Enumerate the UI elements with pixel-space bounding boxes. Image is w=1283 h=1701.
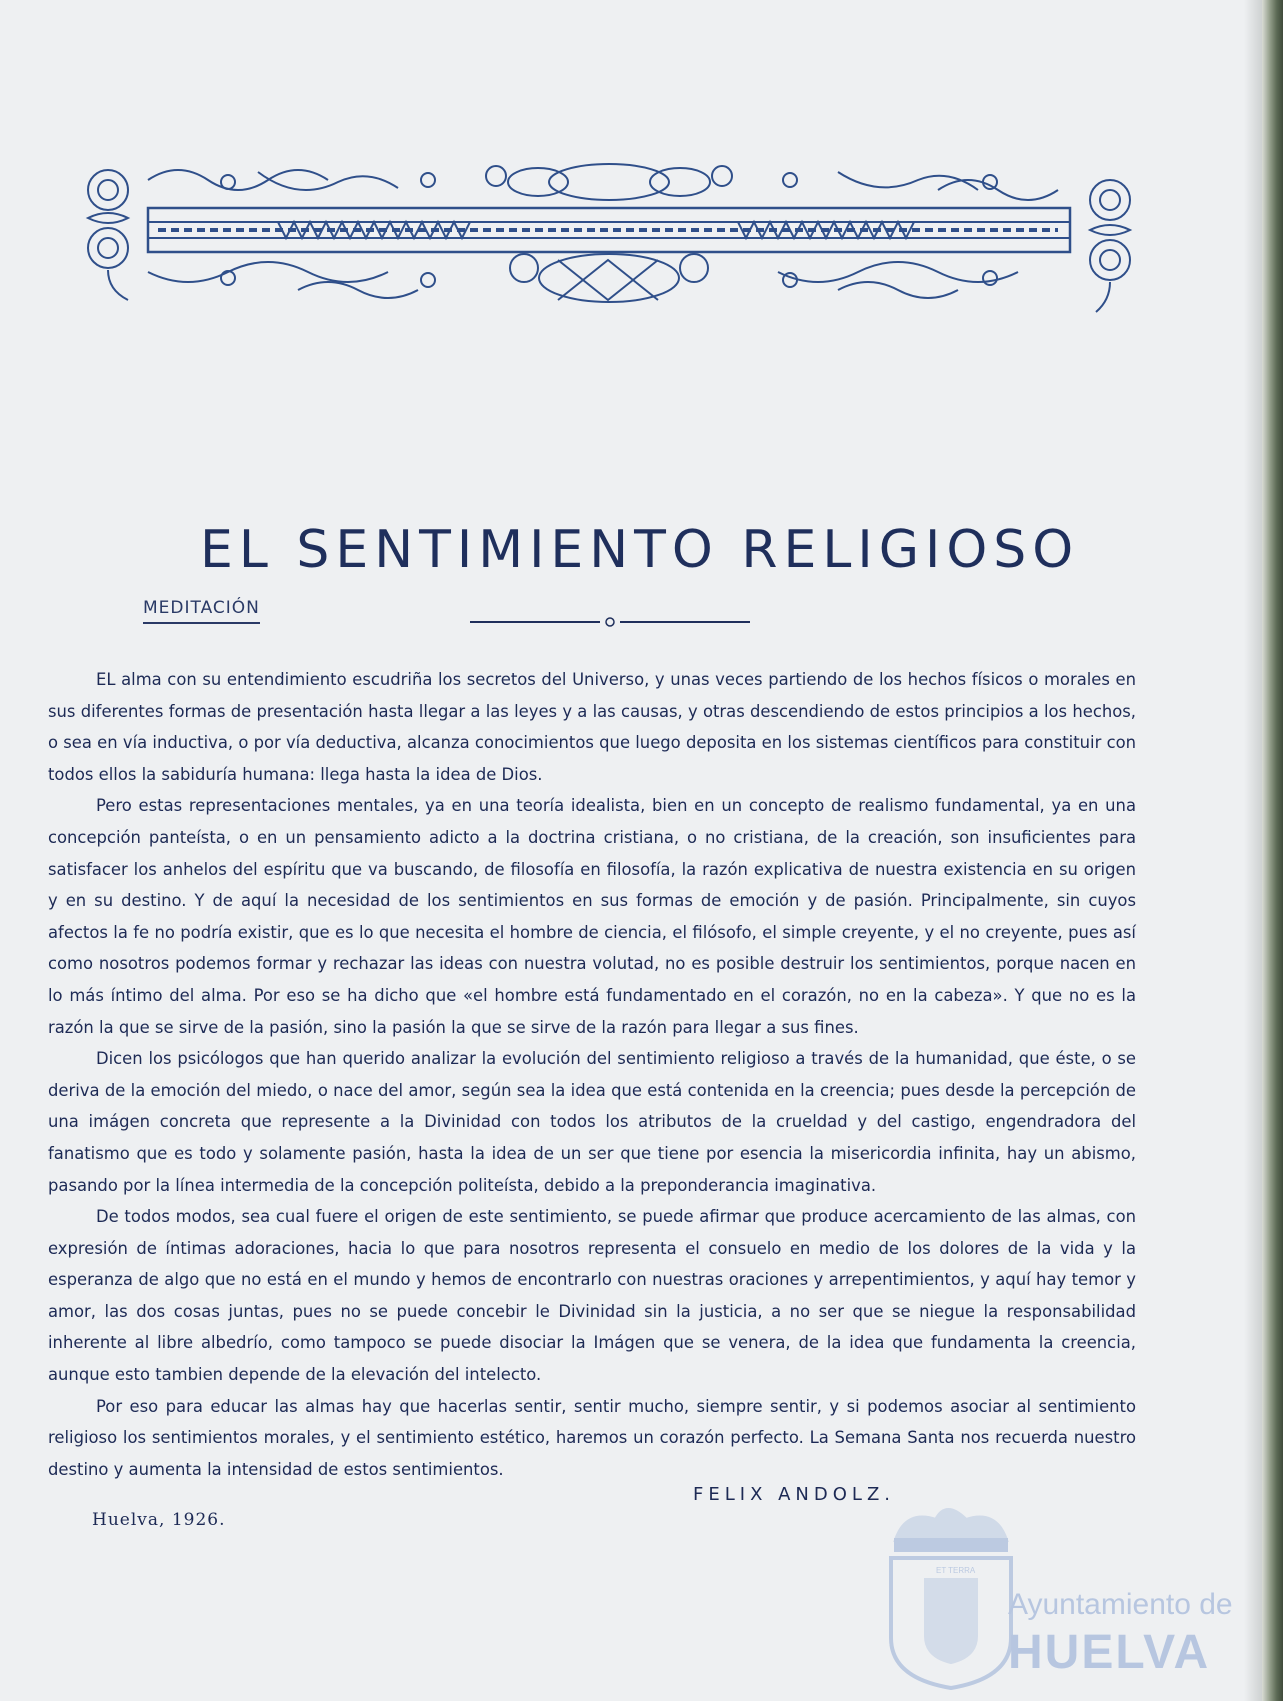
place-date: Huelva, 1926. [92, 1510, 226, 1530]
decorative-header-ornament [78, 160, 1140, 320]
book-binding-edge [1262, 0, 1283, 1701]
title-rule-ornament [470, 615, 750, 629]
paragraph-3: Dicen los psicólogos que han querido analizar la evolución del sentimiento religioso a través de la humanidad, que éste, o se deriva de la emoción del miedo, o nace del amor, según sea la idea que está contenida en la creencia; pues desde la percepción de una imágen concreta que represente a la Divinidad con todos los atributos de la crueldad y del castigo, engendradora del fanatismo que es todo y solamente pasión, hasta la idea de un ser que tiene por esencia la misericordia infinita, hay un abismo, pasando por la línea intermedia de la concepción politeísta, debido a la preponderancia imaginativa. [48, 1049, 1136, 1195]
author-signature: FELIX ANDOLZ. [693, 1484, 896, 1505]
article-body [48, 664, 1136, 1485]
svg-text:ET TERRA: ET TERRA [936, 1566, 976, 1575]
paragraph-4: De todos modos, sea cual fuere el origen de este sentimiento, se puede afirmar que produce acercamiento de las almas, con expresión de íntimas adoraciones, hacia lo que para nosotros representa el consuelo en medio de los dolores de la vida y la esperanza de algo que no está en el mundo y hemos de encontrarlo con nuestras oraciones y arrepentimientos, y aquí hay temor y amor, las dos cosas juntas, pues no se puede concebir le Divinidad sin la justicia, a no ser que se niegue la responsabilidad inherente al libre albedrío, como tampoco se puede disociar la Imágen que se venera, de la idea que fundamenta la creencia, aunque esto tambien depende de la elevación del intelecto. [48, 1207, 1136, 1385]
watermark-line-2: HUELVA [1008, 1626, 1211, 1679]
watermark-line-1: Ayuntamiento de [1008, 1588, 1233, 1621]
binding-shadow [1244, 0, 1262, 1701]
paragraph-2: Pero estas representaciones mentales, ya en una teoría idealista, bien en un concepto de realismo fundamental, ya en una concepción panteísta, o en un pensamiento adicto a la doctrina cristiana, o no cristiana, de la creación, son insuficientes para satisfacer los anhelos del espíritu que va buscando, de filosofía en filosofía, la razón explicativa de nuestra existencia en su origen y en su destino. Y de aquí la necesidad de los sentimientos en sus formas de emoción y de pasión. Principalmente, sin cuyos afectos la fe no podría existir, que es lo que necesita el hombre de ciencia, el filósofo, el simple creyente, y el no creyente, pues así como nosotros podemos formar y rechazar las ideas con nuestra volutad, no es posible destruir los sentimientos, porque nacen en lo más íntimo del alma. Por eso se ha dicho que «el hombre está fundamentado en el corazón, no en la cabeza». Y que no es la razón la que se sirve de la pasión, sino la pasión la que se sirve de la razón para llegar a sus fines. [48, 796, 1136, 1037]
article-title: EL SENTIMIENTO RELIGIOSO [200, 520, 1080, 580]
paragraph-5: Por eso para educar las almas hay que hacerlas sentir, sentir mucho, siempre sentir, y si podemos asociar al sentimiento religioso los sentimientos morales, y el sentimiento estético, haremos un corazón perfecto. La Semana Santa nos recuerda nuestro destino y aumenta la intensidad de estos sentimientos. [48, 1396, 1136, 1479]
paragraph-1: EL alma con su entendimiento escudriña los secretos del Universo, y unas veces partiendo de los hechos físicos o morales en sus diferentes formas de presentación hasta llegar a las leyes y a las causas, y otras descendiendo de estos principios a los hechos, o sea en vía inductiva, o por vía deductiva, alcanza conocimientos que luego deposita en los sistemas científicos para constituir con todos ellos la sabiduría humana: llega hasta la idea de Dios. [48, 670, 1136, 784]
article-subtitle: MEDITACIÓN [143, 598, 260, 624]
